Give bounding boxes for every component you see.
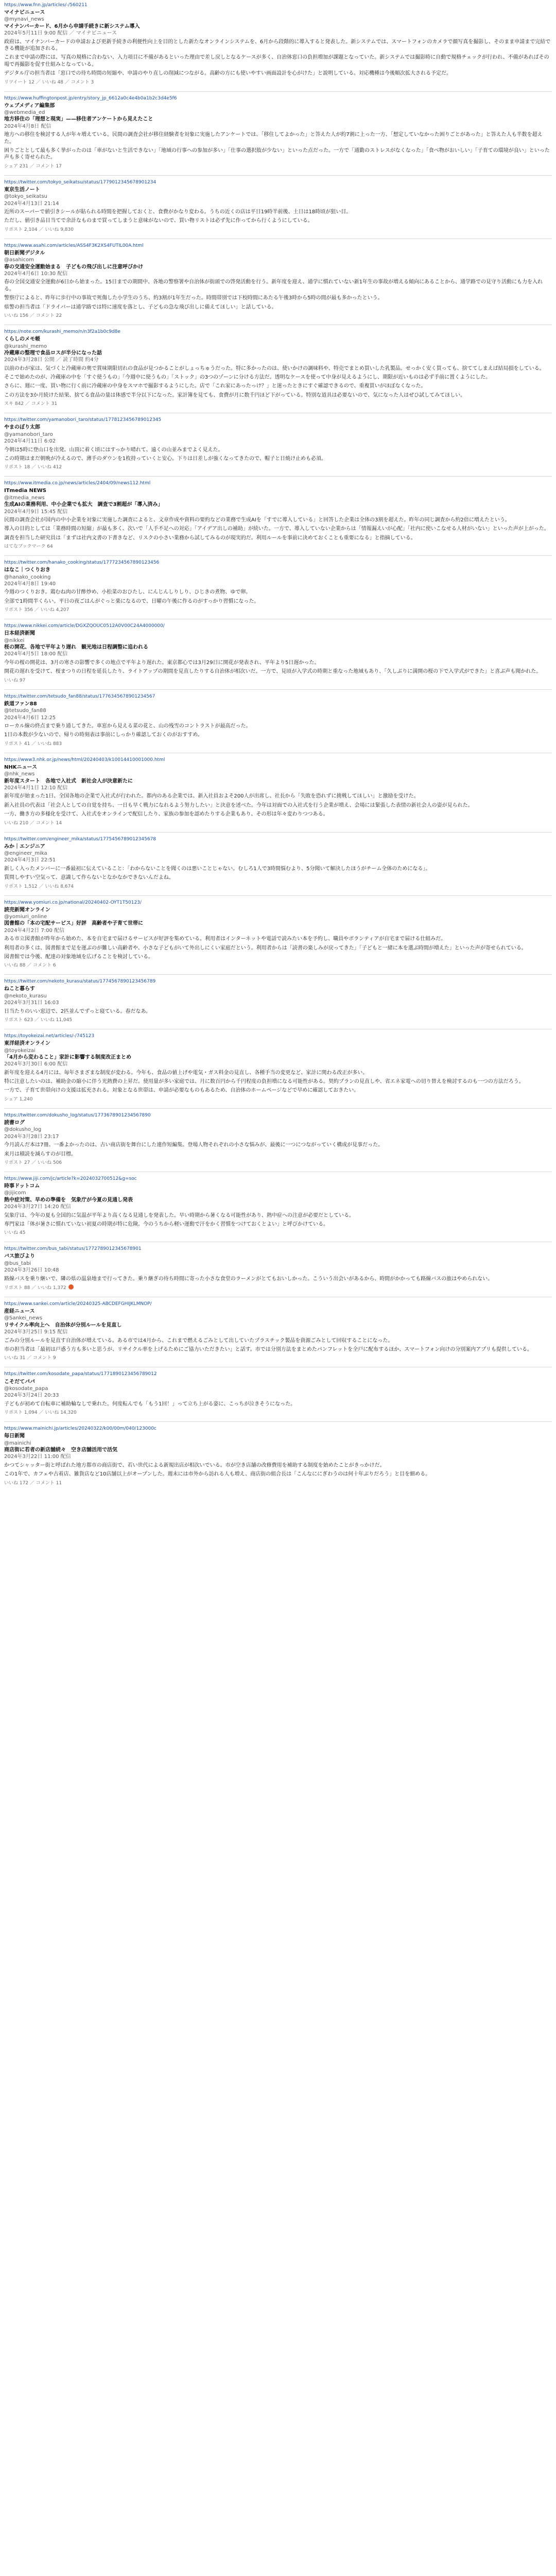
entry-block xyxy=(4,1112,552,1172)
engagement-text: リポスト 623 ／ いいね 11,045 xyxy=(4,1018,73,1023)
source-link[interactable]: https://www.jiji.com/jc/article?k=2024032700512&g=soc xyxy=(4,1176,137,1181)
entry-header xyxy=(4,764,552,792)
engagement-stats xyxy=(4,1017,552,1023)
engagement-text: リポスト 1,094 ／ いいね 14,320 xyxy=(4,1410,77,1416)
entry-header xyxy=(4,907,552,935)
body-paragraph: 市の担当者は「最初は戸惑う方も多いと思うが、リサイクル率を上げるためにご協力いただきたい」と話す。市では分別方法をまとめたパンフレットを全戸に配布するほか、スマートフォン向けの分別案内アプリも提供している。 xyxy=(4,1347,532,1353)
entry-block xyxy=(4,757,552,833)
engagement-text: リツイート 12 ／ いいね 48 ／ コメント 3 xyxy=(4,79,94,85)
body-paragraph: この1年で、カフェや古着店、雑貨店など10店舗以上がオープンした。週末には市外から訪れる人も増え、商店街の組合長は「こんなににぎわうのは何十年ぶりだろう」と目を細める。 xyxy=(4,1471,431,1478)
body-paragraph: 地方への移住を検討する人が年々増えている。民間の調査会社が移住経験者を対象に実施したアンケートでは、「移住してよかった」と答えた人が約7割に上った一方、「想定していなかった困りごとがあった」と答えた人も半数を超えた。 xyxy=(4,132,543,145)
body-paragraph: そこで始めたのが、冷蔵庫の中を「すぐ使うもの」「今週中に使うもの」「ストック」の3つのゾーンに分ける方法だ。透明なケースを使って中身が見えるようにし、期限が近いものは必ず手前に置くようにした。 xyxy=(4,375,491,381)
source-link[interactable]: https://twitter.com/dokusho_log/status/1773678901234567890 xyxy=(4,1112,151,1118)
body-paragraph: 春の全国交通安全運動が6日から始まった。15日までの期間中、各地の警察署や自治体が街頭での啓発活動を行う。新年度を迎え、通学に慣れていない新1年生の事故が増える傾向にあることから、通学路での見守り活動にも力を入れる。 xyxy=(4,279,543,292)
engagement-stats xyxy=(4,1096,552,1103)
entry-block xyxy=(4,1371,552,1422)
entry-block xyxy=(4,560,552,619)
entry-block xyxy=(4,1301,552,1367)
body-paragraph: ごみの分別ルールを見直す自治体が増えている。ある市では4月から、これまで燃えるごみとして出していたプラスチック製品を資源ごみとして回収することになった。 xyxy=(4,1337,393,1344)
author-handle[interactable]: @yamanobori_taro xyxy=(4,431,53,437)
author-handle[interactable]: @itmedia_news xyxy=(4,495,45,501)
author-handle[interactable]: @asahicom xyxy=(4,257,34,263)
entry-block xyxy=(4,836,552,896)
author-name[interactable]: みか｜エンジニア xyxy=(4,843,45,850)
author-name[interactable]: 時事ドットコム xyxy=(4,1183,40,1189)
author-name[interactable]: ITmedia NEWS xyxy=(4,488,46,494)
entry-header xyxy=(4,567,552,587)
entry-block xyxy=(4,1246,552,1297)
engagement-text: シェア 1,240 xyxy=(4,1096,33,1102)
body-paragraph: これまで申請の際には、写真の規格に合わない、入力項目に不備があるといった理由で差し戻しとなるケースが多く、自治体窓口の負担増加が課題となっていた。新システムでは撮影時に自動で規格チェックが行われ、不備があればその場で再撮影を促す仕組みとなっている。 xyxy=(4,55,549,67)
source-link[interactable]: https://www.mainichi.jp/articles/20240322/k00/00m/040/123000c xyxy=(4,1426,157,1432)
source-link[interactable]: https://twitter.com/hanako_cooking/status/1777234567890123456 xyxy=(4,560,160,566)
author-name[interactable]: 読売新聞オンライン xyxy=(4,907,50,913)
engagement-stats xyxy=(4,741,552,747)
body-paragraph: 子どもが初めて自転車に補助輪なしで乗れた。何度転んでも「もう1回！」って立ち上がる姿に、こっちが泣きそうになった。 xyxy=(4,1401,296,1407)
author-handle[interactable]: @Sankei_news xyxy=(4,1315,43,1321)
entry-date: 2024年3月22日 11:00 配信 xyxy=(4,1454,71,1460)
reaction-icon xyxy=(68,1284,74,1290)
entry-title: 図書館の「本の宅配サービス」好評 高齢者や子育て世帯に xyxy=(4,921,143,927)
author-handle[interactable]: @kurashi_memo xyxy=(4,343,47,349)
source-link[interactable]: https://note.com/kurashi_memo/n/n3f2a1b0c9d8e xyxy=(4,329,120,335)
entry-block xyxy=(4,693,552,753)
source-link[interactable]: https://www.huffingtonpost.jp/entry/story_jp_6612a0c4e4b0a1b2c3d4e5f6 xyxy=(4,95,177,101)
entry-title: 生成AIの業務利用、中小企業でも拡大 調査で3割超が「導入済み」 xyxy=(4,502,163,508)
author-handle[interactable]: @kosodate_papa xyxy=(4,1385,48,1392)
body-paragraph: 新年度を迎える4月には、毎年さまざまな制度が変わる。今年も、食品の値上げや電気・ガス料金の見直し、各種手当の変更など、家計に関わる改正が多い。 xyxy=(4,1070,368,1076)
body-paragraph: 今月読んだ本は7冊。一番よかったのは、古い商店街を舞台にした連作短編集。登場人物それぞれの小さな悩みが、最後に一つにつながっていく構成が見事だった。 xyxy=(4,1142,384,1148)
body-paragraph: この時期はまだ朝晩が冷えるので、薄手のダウンを1枚持っていくと安心。下りは日差しが強くなってきたので、帽子と日焼け止めも必須。 xyxy=(4,455,326,462)
author-name[interactable]: こそだてパパ xyxy=(4,1379,35,1385)
body-paragraph: 図書館では今後、配達の対象地域を広げることを検討している。 xyxy=(4,954,153,960)
entry-header xyxy=(4,487,552,515)
body-paragraph: 1日の本数が少ないので、帰りの時刻表は事前にしっかり確認しておくのがおすすめ。 xyxy=(4,732,203,738)
engagement-stats xyxy=(4,962,552,969)
entry-header xyxy=(4,103,552,130)
author-name[interactable]: やまのぼり太郎 xyxy=(4,425,40,431)
author-name[interactable]: 鉄道ファン88 xyxy=(4,701,37,707)
author-handle[interactable]: @mynavi_news xyxy=(4,16,44,23)
source-link[interactable]: https://twitter.com/bus_tabi/status/1772789012345678901 xyxy=(4,1246,142,1252)
engagement-stats xyxy=(4,820,552,826)
entry-date: 2024年3月27日 14:20 配信 xyxy=(4,1204,71,1210)
engagement-text: いいね 156 ／ コメント 22 xyxy=(4,313,62,319)
entry-date: 2024年4月8日 19:40 xyxy=(4,581,56,587)
body-paragraph: 新年度が始まった1日、全国各地の企業で入社式が行われた。都内のある企業では、新入社員およそ200人が出席し、社長から「失敗を恐れずに挑戦してほしい」と激励を受けた。 xyxy=(4,793,419,800)
body-paragraph: ある市立図書館が昨年から始めた、本を自宅まで届けるサービスが好評を集めている。利用者はインターネットや電話で読みたい本を予約し、職員やボランティアが自宅まで届ける仕組みだ。 xyxy=(4,936,446,942)
body-paragraph: 新しく入ったメンバーに一番最初に伝えていること：「わからないことを聞くのは悪いことじゃない。むしろ1人で3時間悩むより、5分聞いて解決したほうがチーム全体のためになる」。 xyxy=(4,866,431,872)
engagement-stats xyxy=(4,677,552,684)
engagement-text: いいね 97 xyxy=(4,677,26,683)
engagement-stats xyxy=(4,1284,552,1291)
entry-block xyxy=(4,1033,552,1109)
engagement-text: リポスト 356 ／ いいね 4,207 xyxy=(4,607,70,613)
body-paragraph: 一方、働き方の多様化を受けて、入社式をオンラインで配信したり、家族の参加を認めたりする企業もあり、その形は年々変わりつつある。 xyxy=(4,811,328,818)
author-handle[interactable]: @webmedia_ed xyxy=(4,110,45,116)
source-link[interactable]: https://twitter.com/tetsudo_fan88/status/1776345678901234567 xyxy=(4,693,155,699)
author-name[interactable]: ねこと暮らす xyxy=(4,986,35,992)
entry-block xyxy=(4,480,552,556)
body-paragraph: 路線バスを乗り継いで、隣の県の温泉地まで行ってきた。乗り継ぎの待ち時間に寄った小さな食堂のラーメンがとてもおいしかった。こういう出会いがあるから、時間がかかっても路線バスの旅はやめられない。 xyxy=(4,1276,493,1282)
entry-block xyxy=(4,243,552,325)
entry-header xyxy=(4,250,552,278)
author-name[interactable]: 読書ログ xyxy=(4,1120,25,1126)
body-paragraph: 導入の目的としては「業務時間の短縮」が最も多く、次いで「人手不足への対応」「アイデア出しの補助」が続いた。一方で、導入していない企業からは「情報漏えいが心配」「社内に使いこなせる人材がいない」といった声が上がった。 xyxy=(4,526,549,532)
entry-block xyxy=(4,978,552,1029)
author-name[interactable]: 日本経済新聞 xyxy=(4,631,35,637)
body-paragraph: 一方で、子育て世帯向けの支援は拡充される。対象となる世帯は、申請が必要なものもあるため、自治体のホームページなどで早めに確認しておきたい。 xyxy=(4,1088,359,1094)
engagement-stats xyxy=(4,607,552,613)
author-handle[interactable]: @nikkei xyxy=(4,637,25,643)
engagement-stats xyxy=(4,464,552,470)
entry-title: 桜の開花、各地で平年より遅れ 観光地は日程調整に追われる xyxy=(4,645,148,651)
body-paragraph: 県警の担当者は「ドライバーは通学路では特に速度を落とし、子どもの急な飛び出しに備えてほしい」と話している。 xyxy=(4,304,277,310)
entry-date: 2024年4月9日 15:45 配信 xyxy=(4,509,68,515)
body-paragraph: 専門家は「体が暑さに慣れていない初夏の時期が特に危険。今のうちから軽い運動で汗をかく習慣をつけておくとよい」と呼びかけている。 xyxy=(4,1221,328,1227)
entry-header xyxy=(4,701,552,721)
engagement-text: いいね 31 ／ コメント 9 xyxy=(4,1355,56,1361)
body-paragraph: 今朝は5時に登山口を出発。山頂に着く頃にはすっかり晴れて、遠くの山並みまでよく見えた。 xyxy=(4,447,223,453)
source-link[interactable]: https://twitter.com/tokyo_seikatsu/status/1779012345678901234 xyxy=(4,179,157,185)
engagement-text: リポスト 88 ／ いいね 1,372 xyxy=(4,1285,66,1291)
engagement-stats xyxy=(4,544,552,550)
entry-header xyxy=(4,1379,552,1399)
engagement-text: リポスト 18 ／ いいね 412 xyxy=(4,465,62,470)
source-link[interactable]: https://www.yomiuri.co.jp/national/20240402-OYT1T50123/ xyxy=(4,900,142,905)
author-handle[interactable]: @hanako_cooking xyxy=(4,574,51,580)
source-link[interactable]: https://www.asahi.com/articles/ASS4F3K2XS4FUTIL00A.html xyxy=(4,243,144,248)
engagement-stats xyxy=(4,884,552,890)
entry-header xyxy=(4,630,552,658)
source-link[interactable]: https://www.itmedia.co.jp/news/articles/2404/09/news112.html xyxy=(4,481,151,486)
author-name[interactable]: はなこ｜つくりおき xyxy=(4,567,50,573)
entry-date: 2024年4月3日 22:51 xyxy=(4,857,56,863)
source-link[interactable]: https://twitter.com/nekoto_kurasu/status/1774567890123456789 xyxy=(4,979,156,985)
engagement-text: スキ 842 ／ コメント 31 xyxy=(4,401,58,407)
body-paragraph: かつてシャッター街と呼ばれた地方都市の商店街で、若い世代による新規出店が相次いでいる。市が空き店舗の改修費用を補助する制度を始めたことがきっかけだ。 xyxy=(4,1462,385,1468)
entry-title: 新年度スタート 各地で入社式 新社会人が決意新たに xyxy=(4,778,133,784)
engagement-text: いいね 88 ／ コメント 6 xyxy=(4,963,56,969)
entry-header xyxy=(4,843,552,864)
body-paragraph: 質問しやすい空気って、意識して作らないとなかなかできないんだよね。 xyxy=(4,875,174,881)
entry-date: 2024年4月1日 12:10 配信 xyxy=(4,785,68,791)
entry-header xyxy=(4,1308,552,1336)
entry-header xyxy=(4,1183,552,1211)
entry-title: 商店街に若者の新店舗続々 空き店舗活用で活気 xyxy=(4,1447,117,1453)
entry-date: 2024年3月31日 16:03 xyxy=(4,1000,59,1006)
author-handle[interactable]: @bus_tabi xyxy=(4,1260,31,1266)
entry-date: 2024年3月26日 10:48 xyxy=(4,1267,59,1274)
entry-header xyxy=(4,986,552,1006)
body-paragraph: 今週のつくりおき。鶏むね肉の甘酢炒め、小松菜のおひたし、にんじんしりしり、ひじきの煮物、ゆで卵。 xyxy=(4,589,251,596)
author-handle[interactable]: @mainichi xyxy=(4,1440,31,1446)
entry-date: 2024年3月28日 23:17 xyxy=(4,1133,59,1140)
entry-date: 2024年4月11日 6:02 xyxy=(4,438,56,445)
engagement-stats xyxy=(4,313,552,319)
body-paragraph: 気象庁は、今年の夏も全国的に気温が平年より高くなる見通しを発表した。早い時期から暑くなる可能性があり、熱中症への注意が必要だとしている。 xyxy=(4,1212,354,1218)
author-name[interactable]: バス旅びより xyxy=(4,1253,35,1260)
body-paragraph: 特に注意したいのは、補助金の縮小に伴う光熱費の上昇だ。使用量が多い家庭では、月に数百円から千円程度の負担増になる可能性がある。契約プランの見直しや、省エネ家電への切り替えを検討するのも一つの方法だろう。 xyxy=(4,1079,524,1085)
author-name[interactable]: NHKニュース xyxy=(4,764,37,770)
body-paragraph: 開花の遅れを受けて、桜まつりの日程を延長したり、ライトアップの期間を見直したりする自治体が相次いだ。一方で、見頃が入学式の時期と重なった地域もあり、「久しぶりに満開の桜の下で入学式ができた」と喜ぶ声も聞かれた。 xyxy=(4,669,542,675)
body-paragraph: 来月は積読を減らすのが目標。 xyxy=(4,1151,76,1157)
author-name[interactable]: 朝日新聞デジタル xyxy=(4,250,45,256)
source-link[interactable]: https://www.sankei.com/article/20240325-ABCDEFGHIJKLMNOP/ xyxy=(4,1301,152,1307)
entry-date: 2024年4月5日 18:00 配信 xyxy=(4,651,68,657)
body-paragraph: 日当たりのいい窓辺で、2匹並んでずっと寝ている。春だなあ。 xyxy=(4,1008,151,1014)
source-link[interactable]: https://toyokeizai.net/articles/-/745123 xyxy=(4,1033,95,1039)
body-paragraph: 全部で1時間半くらい。平日の夜ごはんがぐっと楽になるので、日曜の午後に作るのがすっかり習慣になった。 xyxy=(4,598,259,604)
entry-title: 「4月から変わること」家計に影響する制度改正まとめ xyxy=(4,1054,131,1060)
engagement-stats xyxy=(4,1480,552,1486)
author-name[interactable]: 毎日新聞 xyxy=(4,1433,25,1439)
author-name[interactable]: ウェブメディア編集部 xyxy=(4,103,55,109)
entry-block xyxy=(4,623,552,689)
entry-date: 2024年3月30日 6:00 配信 xyxy=(4,1061,68,1067)
body-paragraph: この方法を3か月続けた結果、捨てる食品の量は体感で半分以下になった。家計簿を見ても、食費が月に数千円ほど下がっている。特別な道具は必要ないので、気になった人はぜひ試してみてほしい。 xyxy=(4,392,466,398)
entry-header xyxy=(4,1433,552,1461)
author-name[interactable]: くらしのメモ帳 xyxy=(4,336,40,343)
entry-block xyxy=(4,417,552,477)
entry-title: 地方移住の「理想と現実」——移住者アンケートから見えたこと xyxy=(4,116,153,123)
source-link[interactable]: https://www.fnn.jp/articles/-/560211 xyxy=(4,3,88,8)
author-name[interactable]: 東洋経済オンライン xyxy=(4,1041,50,1047)
body-paragraph: ただし、値引き品目当てで余計なものまで買ってしまうと意味がないので、買い物リストは必ず先に作ってから行くようにしている。 xyxy=(4,218,313,224)
entry-header xyxy=(4,424,552,445)
source-link[interactable]: https://twitter.com/kosodate_papa/status/1771890123456789012 xyxy=(4,1371,157,1377)
author-handle[interactable]: @tokyo_seikatsu xyxy=(4,194,47,200)
engagement-stats xyxy=(4,163,552,170)
entry-header xyxy=(4,1120,552,1140)
engagement-stats xyxy=(4,227,552,233)
author-handle[interactable]: @engineer_mika xyxy=(4,850,47,856)
engagement-text: リポスト 41 ／ いいね 883 xyxy=(4,741,62,747)
body-paragraph: 新入社員の代表は「社会人としての自覚を持ち、一日も早く戦力になれるよう努力したい」と決意を述べた。今年は対面での入社式を行う企業が増え、会場には緊張した表情の新社会人の姿が見られた。 xyxy=(4,802,473,808)
body-paragraph: 警察庁によると、昨年に歩行中の事故で死傷した小学生のうち、約3割が1年生だった。時間帯別では下校時間にあたる午後3時から5時の間が最も多かったという。 xyxy=(4,295,383,301)
engagement-text: いいね 210 ／ コメント 14 xyxy=(4,820,62,826)
entry-date: 2024年3月28日 公開 ／ 読了時間 約4分 xyxy=(4,357,99,363)
engagement-stats xyxy=(4,401,552,407)
engagement-stats xyxy=(4,1160,552,1166)
entry-date: 2024年4月6日 10:30 配信 xyxy=(4,271,68,277)
source-link[interactable]: https://www.nikkei.com/article/DGXZQOUC0512A0V00C24A4000000/ xyxy=(4,623,165,629)
source-link[interactable]: https://twitter.com/yamanobori_taro/status/1778123456789012345 xyxy=(4,417,162,423)
entry-title: 冷蔵庫の整理で食品ロスが半分になった話 xyxy=(4,350,102,356)
engagement-stats xyxy=(4,1355,552,1361)
author-handle[interactable]: @dokusho_log xyxy=(4,1127,42,1133)
author-name[interactable]: 東京生活ノート xyxy=(4,187,40,193)
entry-block xyxy=(4,179,552,239)
entry-title: リサイクル率向上へ 自治体が分別ルールを見直し xyxy=(4,1322,122,1328)
author-handle[interactable]: @jijicom xyxy=(4,1190,26,1196)
entry-title: 春の交通安全運動始まる 子どもの飛び出しに注意呼びかけ xyxy=(4,264,143,270)
entry-block xyxy=(4,95,552,176)
entry-header xyxy=(4,9,552,37)
body-paragraph: 民間の調査会社が国内の中小企業を対象に実施した調査によると、文章作成や資料の要約などの業務で生成AIを「すでに導入している」と回答した企業は全体の3割を超えた。昨年の同じ調査から約2倍に増えたという。 xyxy=(4,517,510,523)
entry-header xyxy=(4,1040,552,1068)
engagement-stats xyxy=(4,79,552,86)
engagement-text: いいね 172 ／ コメント 11 xyxy=(4,1480,62,1486)
entry-date: 2024年5月11日 9:00 配信 ／ マイナビニュース xyxy=(4,30,117,37)
body-paragraph: 今年の桜の開花は、3月の寒さの影響で多くの地点で平年より遅れた。東京都心では3月29日に開花が発表され、平年より5日遅かった。 xyxy=(4,659,320,666)
entry-date: 2024年4月8日 配信 xyxy=(4,123,51,129)
engagement-text: リポスト 1,512 ／ いいね 8,674 xyxy=(4,884,74,889)
entry-header xyxy=(4,187,552,207)
body-paragraph: 以前のわが家は、気づくと冷蔵庫の奥で賞味期限切れの食品が見つかることがしょっちゅうだった。特に多かったのは、使いかけの調味料や、特売でまとめ買いした乳製品。せっかく安く買っても、捨ててしまえば結局損をしている。 xyxy=(4,365,545,371)
entry-date: 2024年4月6日 12:25 xyxy=(4,715,56,721)
entry-block xyxy=(4,1176,552,1242)
entry-block xyxy=(4,329,552,413)
entry-block xyxy=(4,2,552,92)
body-paragraph: 政府は、マイナンバーカードの申請および更新手続きの利便性向上を目的とした新たなオンラインシステムを、6月から段階的に導入すると発表した。新システムでは、スマートフォンのカメラで顔写真を撮影し、そのまま申請まで完結できる機能が追加される。 xyxy=(4,39,551,52)
entry-header xyxy=(4,1253,552,1274)
author-handle[interactable]: @nekoto_kurasu xyxy=(4,993,47,999)
author-handle[interactable]: @tetsudo_fan88 xyxy=(4,708,46,714)
entry-block xyxy=(4,900,552,975)
engagement-text: リポスト 2,104 ／ いいね 9,830 xyxy=(4,227,74,232)
author-handle[interactable]: @yomiuri_online xyxy=(4,914,47,920)
engagement-stats xyxy=(4,1410,552,1416)
body-paragraph: デジタル庁の担当者は「窓口での待ち時間の短縮や、申請のやり直しの削減につながる。高齢の方にも使いやすい画面設計を心がけた」と説明している。対応機種は今後順次拡大される予定だ。 xyxy=(4,71,451,77)
body-paragraph: 調査を担当した研究員は「まずは社内文書の下書きなど、リスクの小さい業務から試してみるのが現実的だ。利用ルールを事前に決めておくことも重要になる」と指摘している。 xyxy=(4,535,416,541)
source-link[interactable]: https://www3.nhk.or.jp/news/html/20240403/k10014410001000.html xyxy=(4,757,165,762)
body-paragraph: ローカル線の終点まで乗り通してきた。車窓から見える菜の花と、山の残雪のコントラストが最高だった。 xyxy=(4,723,251,729)
author-name[interactable]: 産経ニュース xyxy=(4,1309,35,1315)
entry-date: 2024年4月2日 7:00 配信 xyxy=(4,927,64,934)
entry-block xyxy=(4,1426,552,1492)
body-paragraph: 利用者の多くは、図書館まで足を運ぶのが難しい高齢者や、小さな子どもがいて外出しにくい家庭だという。利用者からは「読書の楽しみが戻ってきた」「子どもと一緒に本を選ぶ時間が増えた」といった声が寄せられている。 xyxy=(4,945,527,951)
source-link[interactable]: https://twitter.com/engineer_mika/status/1775456789012345678 xyxy=(4,836,157,842)
body-paragraph: さらに、週に一度、買い物に行く前に冷蔵庫の中身をスマホで撮影するようにした。店で「これ家にあったっけ？」と迷ったときにすぐ確認できるので、重複買いがほぼなくなった。 xyxy=(4,383,426,389)
body-paragraph: 近所のスーパーで値引きシールが貼られる時間を把握しておくと、食費がかなり変わる。うちの近くの店は平日19時半前後、土日は18時頃が狙い目。 xyxy=(4,209,352,215)
entry-header xyxy=(4,336,552,364)
entry-date: 2024年4月13日 21:14 xyxy=(4,200,59,207)
entry-date: 2024年3月24日 20:33 xyxy=(4,1393,59,1399)
engagement-text: いいね 45 xyxy=(4,1230,26,1236)
entry-title: 熱中症対策、早めの準備を 気象庁が今夏の見通し発表 xyxy=(4,1197,133,1203)
engagement-text: シェア 231 ／ コメント 17 xyxy=(4,163,62,169)
author-handle[interactable]: @toyokeizai xyxy=(4,1047,36,1054)
entry-title: マイナンバーカード、6月から申請手続きに新システム導入 xyxy=(4,23,140,29)
body-paragraph: 困りごととして最も多く挙がったのは「車がないと生活できない」「地域の行事への参加が多い」「仕事の選択肢が少ない」といった点だった。一方で「通勤のストレスがなくなった」「食べ物がおいしい」「子育ての環境が良い」といった声も多く寄せられた。 xyxy=(4,148,550,161)
engagement-text: はてなブックマーク 64 xyxy=(4,544,53,550)
engagement-text: リポスト 27 ／ いいね 506 xyxy=(4,1160,62,1165)
author-name[interactable]: マイナビニュース xyxy=(4,10,45,16)
engagement-stats xyxy=(4,1230,552,1236)
entry-date: 2024年3月25日 9:15 配信 xyxy=(4,1329,68,1335)
author-handle[interactable]: @nhk_news xyxy=(4,771,35,777)
